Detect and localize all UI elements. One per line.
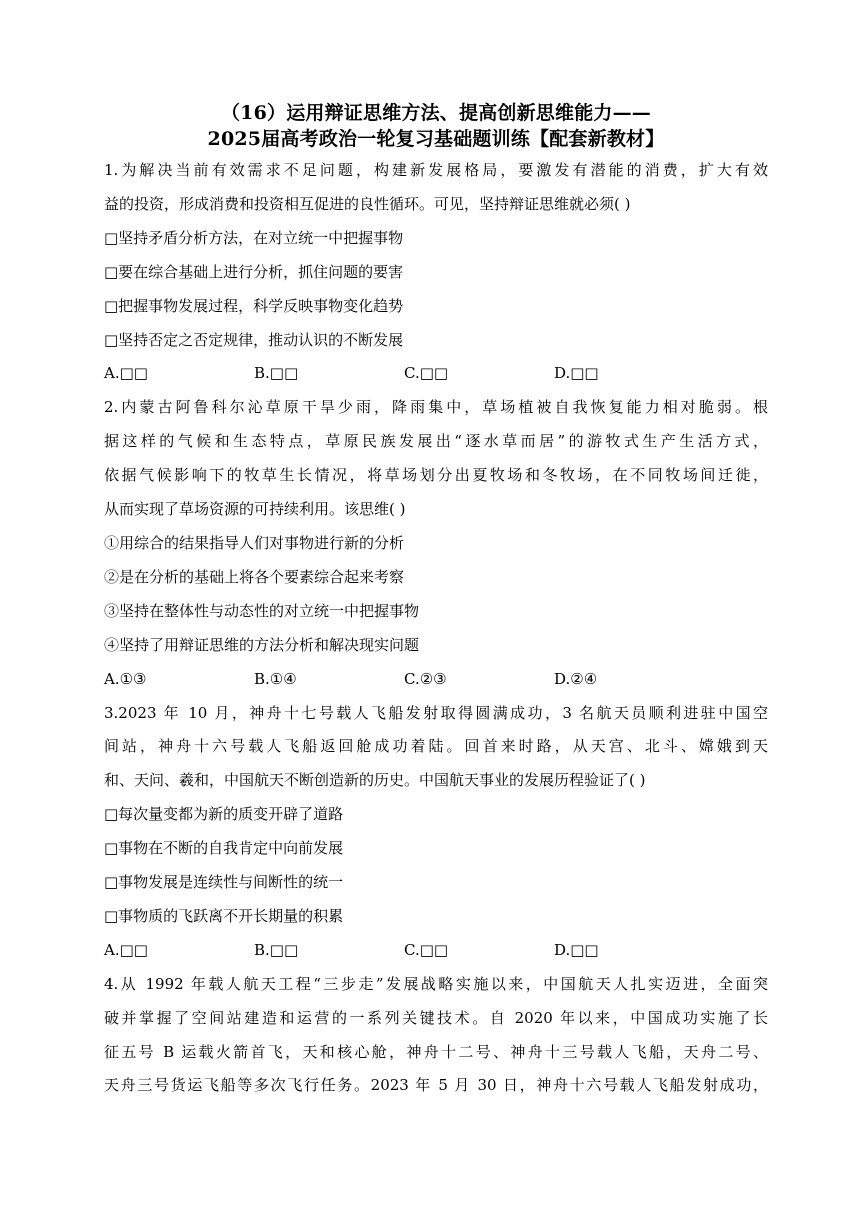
question-3-options (104, 934, 768, 968)
title-line-1: （16）运用辩证思维方法、提高创新思维能力—— (220, 102, 652, 124)
option-a: A.□□ (104, 364, 148, 383)
option-c: C.□□ (404, 940, 449, 959)
question-3-stem-line: 间站，神舟十六号载人飞船返回舱成功着陆。回首来时路，从天宫、北斗、嫦娥到天 (104, 737, 768, 756)
question-2-item: ①用综合的结果指导人们对事物进行新的分析 (104, 533, 405, 552)
question-3-item: □事物在不断的自我肯定中向前发展 (104, 839, 344, 858)
option-b: B.□□ (254, 364, 299, 383)
question-3-item: □事物质的飞跃离不开长期量的积累 (104, 906, 344, 925)
option-c: C.②③ (404, 669, 447, 688)
question-3-stem-line: 和、天问、羲和，中国航天不断创造新的历史。中国航天事业的发展历程验证了( ) (104, 771, 646, 790)
question-2-item: ③坚持在整体性与动态性的对立统一中把握事物 (104, 601, 420, 620)
option-d: D.□□ (554, 364, 599, 383)
question-3-item: □事物发展是连续性与间断性的统一 (104, 873, 344, 892)
question-1-options (104, 357, 768, 391)
title-line-2: 2025届高考政治一轮复习基础题训练【配套新教材】 (207, 128, 665, 150)
question-2 (104, 391, 768, 696)
option-a: A.①③ (104, 669, 147, 688)
question-3 (104, 697, 768, 968)
question-4-stem-line: 征五号 B 运载火箭首飞，天和核心舱，神舟十二号、神舟十三号载人飞船，天舟二号、 (104, 1042, 768, 1061)
question-4-stem-line: 破并掌握了空间站建造和运营的一系列关键技术。自 2020 年以来，中国成功实施了长 (104, 1008, 768, 1027)
question-1-item: □坚持否定之否定规律，推动认识的不断发展 (104, 330, 404, 349)
option-b: B.①④ (254, 669, 297, 688)
question-2-options (104, 663, 768, 697)
option-a: A.□□ (104, 940, 148, 959)
question-2-stem-line: 2.内蒙古阿鲁科尔沁草原干旱少雨，降雨集中，草场植被自我恢复能力相对脆弱。根 (104, 398, 768, 417)
question-2-stem-line: 依据气候影响下的牧草生长情况，将草场划分出夏牧场和冬牧场，在不同牧场间迁徙， (104, 466, 768, 485)
question-1-item: □把握事物发展过程，科学反映事物变化趋势 (104, 296, 404, 315)
question-2-item: ④坚持了用辩证思维的方法分析和解决现实问题 (104, 635, 420, 654)
question-4-stem-line: 4.从 1992 年载人航天工程“三步走”发展战略实施以来，中国航天人扎实迈进，全面突 (104, 974, 768, 993)
question-3-stem-line: 3.2023 年 10 月，神舟十七号载人飞船发射取得圆满成功，3 名航天员顺利进驻中国空 (104, 703, 768, 722)
question-1-item: □坚持矛盾分析方法，在对立统一中把握事物 (104, 228, 404, 247)
option-d: D.□□ (554, 940, 599, 959)
question-2-item: ②是在分析的基础上将各个要素综合起来考察 (104, 567, 405, 586)
document-title (94, 100, 778, 152)
question-1-item: □要在综合基础上进行分析，抓住问题的要害 (104, 262, 404, 281)
question-1-stem-line: 益的投资，形成消费和投资相互促进的良性循环。可见，坚持辩证思维就必须( ) (104, 194, 631, 213)
option-c: C.□□ (404, 364, 449, 383)
question-2-stem-line: 据这样的气候和生态特点，草原民族发展出“逐水草而居”的游牧式生产生活方式， (104, 432, 768, 451)
option-d: D.②④ (554, 669, 598, 688)
option-b: B.□□ (254, 940, 299, 959)
question-3-item: □每次量变都为新的质变开辟了道路 (104, 805, 344, 824)
question-1-stem-line: 1.为解决当前有效需求不足问题，构建新发展格局，要激发有潜能的消费，扩大有效 (104, 161, 768, 179)
question-1 (104, 154, 768, 391)
question-4-stem-line: 天舟三号货运飞船等多次飞行任务。2023 年 5 月 30 日，神舟十六号载人飞船发射成功， (104, 1076, 768, 1095)
question-2-stem-line: 从而实现了草场资源的可持续利用。该思维( ) (104, 500, 406, 519)
question-4 (104, 968, 768, 1104)
document-page (104, 100, 768, 1103)
